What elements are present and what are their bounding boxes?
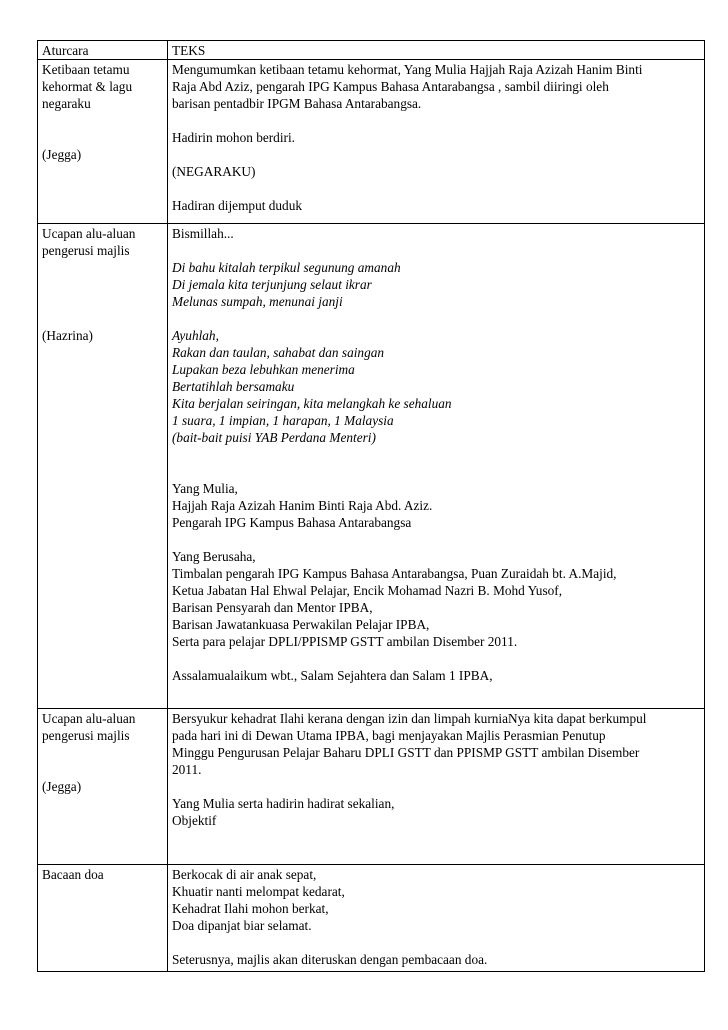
- agenda-cell: [38, 60, 168, 224]
- agenda-label-line: Ucapan alu-aluan: [42, 226, 136, 241]
- poem-line: 1 suara, 1 impian, 1 harapan, 1 Malaysia: [172, 413, 394, 428]
- pantun-line: Kehadrat Ilahi mohon berkat,: [172, 901, 329, 916]
- poem-line: Rakan dan taulan, sahabat dan saingan: [172, 345, 385, 360]
- agenda-label-line: pengerusi majlis: [42, 728, 130, 743]
- text-line: (NEGARAKU): [172, 164, 256, 179]
- text-line: 2011.: [172, 762, 202, 777]
- agenda-label-line: Ucapan alu-aluan: [42, 711, 136, 726]
- speaker-name: (Jegga): [42, 779, 82, 794]
- agenda-cell: [38, 865, 168, 972]
- text-line: Yang Mulia,: [172, 481, 238, 496]
- text-line: Hadiran dijemput duduk: [172, 198, 302, 213]
- text-line: Barisan Pensyarah dan Mentor IPBA,: [172, 600, 373, 615]
- text-line: Hadirin mohon berdiri.: [172, 130, 295, 145]
- text-line: Serta para pelajar DPLI/PPISMP GSTT ambilan Disember 2011.: [172, 634, 518, 649]
- speaker-name: (Jegga): [42, 147, 82, 162]
- table-row: [38, 865, 705, 972]
- text-cell: [168, 60, 705, 224]
- text-line: Bersyukur kehadrat Ilahi kerana dengan izin dan limpah kurniaNya kita dapat berkumpul: [172, 711, 647, 726]
- text-line: pada hari ini di Dewan Utama IPBA, bagi menjayakan Majlis Perasmian Penutup: [172, 728, 606, 743]
- agenda-label-line: pengerusi majlis: [42, 243, 130, 258]
- poem-line: Di bahu kitalah terpikul segunung amanah: [172, 260, 401, 275]
- text-line: Ketua Jabatan Hal Ehwal Pelajar, Encik Mohamad Nazri B. Mohd Yusof,: [172, 583, 563, 598]
- table-row: [38, 709, 705, 865]
- agenda-cell: [38, 224, 168, 709]
- text-cell: [168, 865, 705, 972]
- poem-line: Ayuhlah,: [172, 328, 219, 343]
- text-line: Yang Berusaha,: [172, 549, 256, 564]
- poem-line: Bertatihlah bersamaku: [172, 379, 295, 394]
- poem-line: (bait-bait puisi YAB Perdana Menteri): [172, 430, 376, 445]
- text-line: Seterusnya, majlis akan diteruskan dengan pembacaan doa.: [172, 952, 488, 967]
- agenda-label-line: Ketibaan tetamu: [42, 62, 130, 77]
- text-line: Bismillah...: [172, 226, 234, 241]
- agenda-label-line: negaraku: [42, 96, 91, 111]
- speaker-name: (Hazrina): [42, 328, 93, 343]
- program-script-table: [37, 40, 705, 972]
- table-header-row: [38, 41, 705, 60]
- poem-line: Melunas sumpah, menunai janji: [172, 294, 343, 309]
- header-aturcara: Aturcara: [38, 41, 168, 60]
- agenda-label-line: Bacaan doa: [42, 867, 104, 882]
- text-line: Mengumumkan ketibaan tetamu kehormat, Yang Mulia Hajjah Raja Azizah Hanim Binti: [172, 62, 643, 77]
- poem-line: Kita berjalan seiringan, kita melangkah ke sehaluan: [172, 396, 452, 411]
- header-teks: TEKS: [168, 41, 705, 60]
- agenda-cell: [38, 709, 168, 865]
- text-line: Hajjah Raja Azizah Hanim Binti Raja Abd. Aziz.: [172, 498, 433, 513]
- text-line: Barisan Jawatankuasa Perwakilan Pelajar IPBA,: [172, 617, 430, 632]
- text-cell: [168, 709, 705, 865]
- agenda-label-line: kehormat & lagu: [42, 79, 133, 94]
- pantun-line: Khuatir nanti melompat kedarat,: [172, 884, 345, 899]
- poem-line: Di jemala kita terjunjung selaut ikrar: [172, 277, 372, 292]
- text-line: Yang Mulia serta hadirin hadirat sekalian,: [172, 796, 395, 811]
- text-line: Pengarah IPG Kampus Bahasa Antarabangsa: [172, 515, 412, 530]
- text-line: Assalamualaikum wbt., Salam Sejahtera dan Salam 1 IPBA,: [172, 668, 493, 683]
- text-line: barisan pentadbir IPGM Bahasa Antarabangsa.: [172, 96, 422, 111]
- text-line: Minggu Pengurusan Pelajar Baharu DPLI GSTT dan PPISMP GSTT ambilan Disember: [172, 745, 640, 760]
- text-cell: [168, 224, 705, 709]
- table-row: [38, 60, 705, 224]
- text-line: Timbalan pengarah IPG Kampus Bahasa Antarabangsa, Puan Zuraidah bt. A.Majid,: [172, 566, 617, 581]
- text-line: Raja Abd Aziz, pengarah IPG Kampus Bahasa Antarabangsa , sambil diiringi oleh: [172, 79, 609, 94]
- text-line: Objektif: [172, 813, 217, 828]
- table-row: [38, 224, 705, 709]
- pantun-line: Berkocak di air anak sepat,: [172, 867, 317, 882]
- pantun-line: Doa dipanjat biar selamat.: [172, 918, 312, 933]
- poem-line: Lupakan beza lebuhkan menerima: [172, 362, 355, 377]
